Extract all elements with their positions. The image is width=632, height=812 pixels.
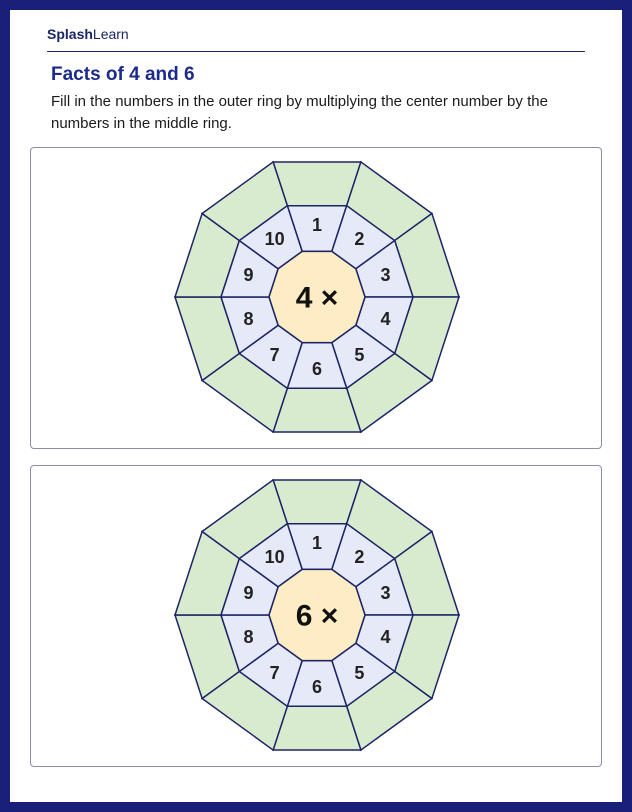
- middle-number: 3: [380, 264, 391, 285]
- center-multiplier: 4 ×: [295, 281, 339, 315]
- page-title: Facts of 4 and 6: [51, 64, 195, 85]
- middle-number: 9: [243, 582, 254, 603]
- middle-number: 7: [269, 663, 280, 684]
- middle-number: 6: [311, 677, 323, 697]
- instructions-text: Fill in the numbers in the outer ring by multiplying the center number by the numbers in the middle ring.: [51, 93, 548, 132]
- multiplication-wheel-1: [31, 148, 601, 448]
- middle-number: 9: [243, 264, 254, 285]
- middle-number: 2: [354, 546, 365, 567]
- outer-answer-cell[interactable]: [273, 162, 361, 206]
- middle-number: 4: [380, 309, 391, 330]
- middle-number: 7: [269, 345, 280, 366]
- outer-answer-cell[interactable]: [273, 388, 361, 432]
- middle-number: 8: [243, 309, 254, 330]
- middle-number: 3: [380, 582, 391, 603]
- center-multiplier: 6 ×: [295, 599, 339, 633]
- middle-number: 6: [311, 359, 323, 379]
- header-divider: [47, 51, 585, 52]
- wheel-panel-2: [30, 465, 602, 767]
- middle-number: 4: [380, 627, 391, 648]
- middle-number: 5: [354, 663, 365, 684]
- wheel-panel-1: [30, 147, 602, 449]
- middle-number: 1: [311, 533, 323, 553]
- middle-number: 8: [243, 627, 254, 648]
- middle-number: 5: [354, 345, 365, 366]
- middle-number: 2: [354, 228, 365, 249]
- worksheet-page: [10, 10, 622, 802]
- middle-number: 10: [264, 228, 285, 249]
- brand-logo: SplashLearn: [47, 26, 129, 42]
- multiplication-wheel-2: [31, 466, 601, 766]
- middle-number: 1: [311, 215, 323, 235]
- middle-number: 10: [264, 546, 285, 567]
- outer-answer-cell[interactable]: [273, 706, 361, 750]
- outer-answer-cell[interactable]: [273, 480, 361, 524]
